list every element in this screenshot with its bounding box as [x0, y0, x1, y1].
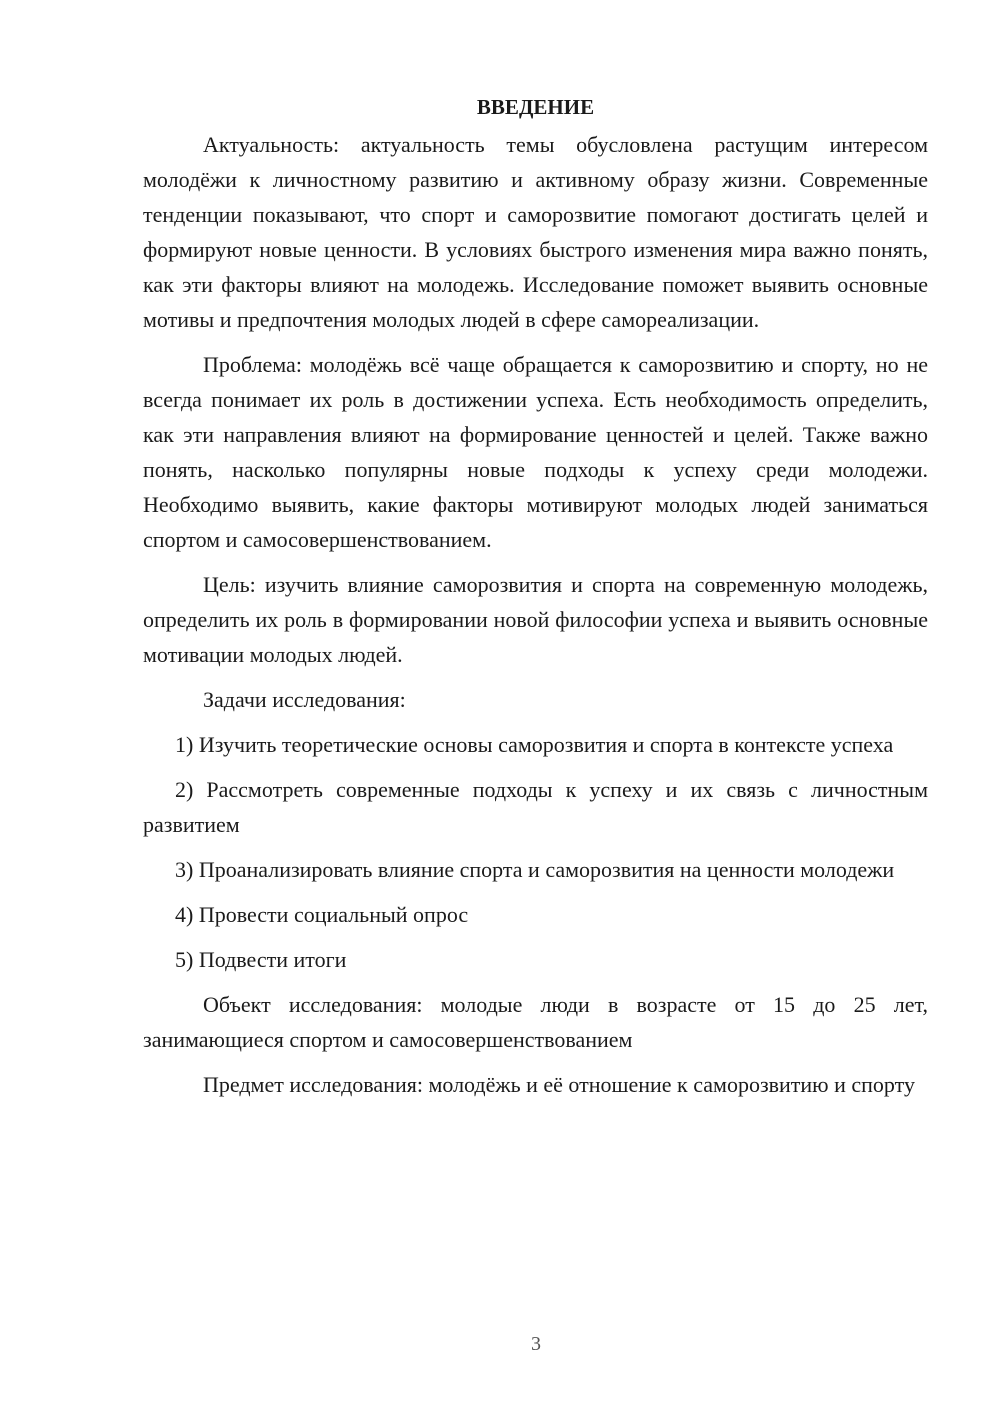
document-body — [143, 90, 928, 1112]
task-item-5: 5) Подвести итоги — [175, 947, 347, 972]
goal-paragraph: Цель: изучить влияние саморозвития и спорта на современную молодежь, определить их роль в формировании новой философии успеха и выявить основные мотивации молодых людей. — [143, 572, 928, 667]
subject-paragraph: Предмет исследования: молодёжь и её отношение к саморозвитию и спорту — [203, 1072, 915, 1097]
relevance-paragraph: Актуальность: актуальность темы обусловлена растущим интересом молодёжи к личностному развитию и активному образу жизни. Современные тенденции показывают, что спорт и саморозвитие помогают достигать целей и формируют новые ценности. В условиях быстрого изменения мира важно понять, как эти факторы влияют на молодежь. Исследование поможет выявить основные мотивы и предпочтения молодых людей в сфере самореализации. — [143, 132, 928, 332]
task-item-1: 1) Изучить теоретические основы саморозвития и спорта в контексте успеха — [175, 732, 894, 757]
task-item-4: 4) Провести социальный опрос — [175, 902, 469, 927]
problem-paragraph: Проблема: молодёжь всё чаще обращается к саморозвитию и спорту, но не всегда понимает их роль в достижении успеха. Есть необходимость определить, как эти направления влияют на формирование ценностей и целей. Также важно понять, насколько популярны новые подходы к успеху среди молодежи. Необходимо выявить, какие факторы мотивируют молодых людей заниматься спортом и самосовершенствованием. — [143, 352, 928, 552]
section-title: ВВЕДЕНИЕ — [476, 95, 595, 119]
tasks-heading: Задачи исследования: — [203, 687, 406, 712]
task-item-2: 2) Рассмотреть современные подходы к успеху и их связь с личностным развитием — [143, 777, 928, 837]
page-number: 3 — [531, 1333, 541, 1355]
task-item-3: 3) Проанализировать влияние спорта и саморозвития на ценности молодежи — [175, 857, 895, 882]
object-paragraph: Объект исследования: молодые люди в возрасте от 15 до 25 лет, занимающиеся спортом и самосовершенствованием — [143, 992, 928, 1052]
